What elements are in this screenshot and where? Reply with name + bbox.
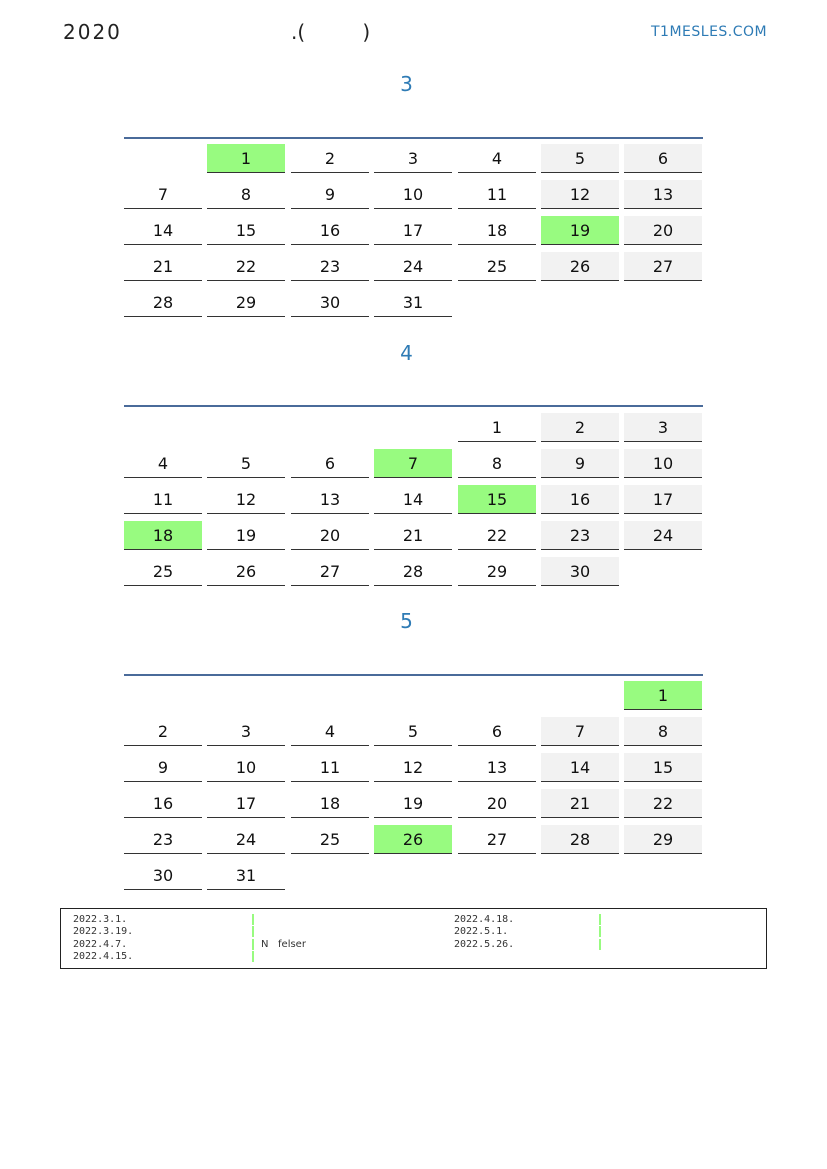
day-cell-weekend[interactable]: 3 bbox=[624, 413, 702, 442]
day-cell[interactable]: 30 bbox=[291, 288, 369, 317]
day-cell[interactable]: 4 bbox=[124, 449, 202, 478]
day-cell-weekend[interactable]: 20 bbox=[624, 216, 702, 245]
day-cell-weekend[interactable]: 16 bbox=[541, 485, 619, 514]
day-cell[interactable]: 25 bbox=[124, 557, 202, 586]
day-cell[interactable]: 14 bbox=[374, 485, 452, 514]
day-cell[interactable]: 22 bbox=[207, 252, 285, 281]
day-cell-weekend[interactable]: 2 bbox=[541, 413, 619, 442]
day-cell-holiday[interactable]: 19 bbox=[541, 216, 619, 245]
day-cell-weekend[interactable]: 27 bbox=[624, 252, 702, 281]
day-cell[interactable]: 19 bbox=[374, 789, 452, 818]
day-cell-weekend[interactable]: 21 bbox=[541, 789, 619, 818]
day-cell[interactable]: 10 bbox=[207, 753, 285, 782]
day-cell-weekend[interactable]: 30 bbox=[541, 557, 619, 586]
day-cell[interactable]: 28 bbox=[374, 557, 452, 586]
day-cell[interactable]: 27 bbox=[458, 825, 536, 854]
day-cell[interactable]: 25 bbox=[458, 252, 536, 281]
holiday-date-left: 2022.3.19. bbox=[73, 926, 134, 938]
day-cell[interactable]: 5 bbox=[374, 717, 452, 746]
day-cell-holiday[interactable]: 7 bbox=[374, 449, 452, 478]
day-cell-weekend[interactable]: 26 bbox=[541, 252, 619, 281]
day-cell[interactable]: 4 bbox=[458, 144, 536, 173]
day-cell-weekend[interactable]: 6 bbox=[624, 144, 702, 173]
day-cell[interactable]: 27 bbox=[291, 557, 369, 586]
day-cell[interactable]: 10 bbox=[374, 180, 452, 209]
holiday-marker bbox=[252, 951, 254, 962]
day-cell[interactable]: 6 bbox=[291, 449, 369, 478]
day-cell[interactable]: 28 bbox=[124, 288, 202, 317]
day-cell[interactable]: 11 bbox=[124, 485, 202, 514]
day-cell[interactable]: 22 bbox=[458, 521, 536, 550]
month-title: 5 bbox=[400, 609, 413, 633]
day-cell[interactable]: 4 bbox=[291, 717, 369, 746]
day-cell-weekend[interactable]: 15 bbox=[624, 753, 702, 782]
day-cell-weekend[interactable]: 14 bbox=[541, 753, 619, 782]
day-cell-weekend[interactable]: 13 bbox=[624, 180, 702, 209]
day-cell-weekend[interactable]: 17 bbox=[624, 485, 702, 514]
holiday-date-right: 2022.4.18. bbox=[454, 914, 515, 925]
day-cell[interactable]: 23 bbox=[124, 825, 202, 854]
notes-box bbox=[60, 908, 767, 969]
day-cell-weekend[interactable]: 28 bbox=[541, 825, 619, 854]
day-cell[interactable]: 13 bbox=[458, 753, 536, 782]
day-cell[interactable]: 8 bbox=[458, 449, 536, 478]
day-cell-holiday[interactable]: 15 bbox=[458, 485, 536, 514]
day-cell[interactable]: 11 bbox=[291, 753, 369, 782]
day-cell[interactable]: 12 bbox=[207, 485, 285, 514]
day-cell-weekend[interactable]: 23 bbox=[541, 521, 619, 550]
month-title: 3 bbox=[400, 72, 413, 96]
month-header-rule bbox=[124, 137, 703, 139]
day-cell[interactable]: 13 bbox=[291, 485, 369, 514]
day-cell-holiday[interactable]: 1 bbox=[624, 681, 702, 710]
day-cell[interactable]: 3 bbox=[207, 717, 285, 746]
header-year: 2020 bbox=[63, 20, 122, 44]
day-cell-weekend[interactable]: 5 bbox=[541, 144, 619, 173]
day-cell[interactable]: 20 bbox=[458, 789, 536, 818]
day-cell[interactable]: 9 bbox=[291, 180, 369, 209]
header-subtitle: .( ) bbox=[291, 20, 371, 44]
month-title: 4 bbox=[400, 341, 413, 365]
month-header-rule bbox=[124, 405, 703, 407]
day-cell[interactable]: 11 bbox=[458, 180, 536, 209]
month-header-rule bbox=[124, 674, 703, 676]
day-cell-weekend[interactable]: 29 bbox=[624, 825, 702, 854]
day-cell[interactable]: 9 bbox=[124, 753, 202, 782]
day-cell[interactable]: 23 bbox=[291, 252, 369, 281]
day-cell[interactable]: 26 bbox=[207, 557, 285, 586]
day-cell[interactable]: 7 bbox=[124, 180, 202, 209]
day-cell[interactable]: 1 bbox=[458, 413, 536, 442]
holiday-date-left: 2022.4.15. bbox=[73, 950, 134, 962]
day-cell[interactable]: 16 bbox=[124, 789, 202, 818]
day-cell[interactable]: 21 bbox=[124, 252, 202, 281]
day-cell-weekend[interactable]: 10 bbox=[624, 449, 702, 478]
day-cell[interactable]: 30 bbox=[124, 861, 202, 890]
day-cell-weekend[interactable]: 7 bbox=[541, 717, 619, 746]
day-cell[interactable]: 19 bbox=[207, 521, 285, 550]
day-cell[interactable]: 8 bbox=[207, 180, 285, 209]
day-cell[interactable]: 16 bbox=[291, 216, 369, 245]
day-cell[interactable]: 31 bbox=[207, 861, 285, 890]
holiday-marker bbox=[599, 939, 601, 950]
day-cell-holiday[interactable]: 1 bbox=[207, 144, 285, 173]
day-cell[interactable]: 15 bbox=[207, 216, 285, 245]
day-cell-weekend[interactable]: 8 bbox=[624, 717, 702, 746]
day-cell[interactable]: 24 bbox=[207, 825, 285, 854]
day-cell-weekend[interactable]: 9 bbox=[541, 449, 619, 478]
day-cell[interactable]: 18 bbox=[291, 789, 369, 818]
day-cell[interactable]: 25 bbox=[291, 825, 369, 854]
holiday-marker bbox=[252, 926, 254, 937]
brand-link[interactable]: T1MESLES.COM bbox=[651, 24, 768, 40]
day-cell[interactable]: 24 bbox=[374, 252, 452, 281]
day-cell[interactable]: 2 bbox=[291, 144, 369, 173]
day-cell-weekend[interactable]: 12 bbox=[541, 180, 619, 209]
day-cell[interactable]: 31 bbox=[374, 288, 452, 317]
day-cell-holiday[interactable]: 18 bbox=[124, 521, 202, 550]
day-cell[interactable]: 12 bbox=[374, 753, 452, 782]
day-cell[interactable]: 21 bbox=[374, 521, 452, 550]
day-cell[interactable]: 3 bbox=[374, 144, 452, 173]
day-cell[interactable]: 17 bbox=[207, 789, 285, 818]
holiday-marker bbox=[599, 926, 601, 937]
day-cell[interactable]: 14 bbox=[124, 216, 202, 245]
day-cell-weekend[interactable]: 24 bbox=[624, 521, 702, 550]
day-cell[interactable]: 29 bbox=[458, 557, 536, 586]
day-cell[interactable]: 17 bbox=[374, 216, 452, 245]
day-cell[interactable]: 20 bbox=[291, 521, 369, 550]
day-cell-weekend[interactable]: 22 bbox=[624, 789, 702, 818]
day-cell[interactable]: 5 bbox=[207, 449, 285, 478]
holiday-date-left: 2022.3.1. bbox=[73, 914, 128, 925]
day-cell-holiday[interactable]: 26 bbox=[374, 825, 452, 854]
legend-label: N felser bbox=[261, 939, 306, 950]
day-cell[interactable]: 6 bbox=[458, 717, 536, 746]
day-cell[interactable]: 29 bbox=[207, 288, 285, 317]
day-cell[interactable]: 2 bbox=[124, 717, 202, 746]
holiday-marker bbox=[252, 914, 254, 925]
holiday-marker bbox=[252, 939, 254, 950]
holiday-date-right: 2022.5.26. bbox=[454, 938, 515, 950]
holiday-date-right: 2022.5.1. bbox=[454, 926, 509, 938]
holiday-marker bbox=[599, 914, 601, 925]
holiday-date-left: 2022.4.7. bbox=[73, 938, 128, 950]
day-cell[interactable]: 18 bbox=[458, 216, 536, 245]
